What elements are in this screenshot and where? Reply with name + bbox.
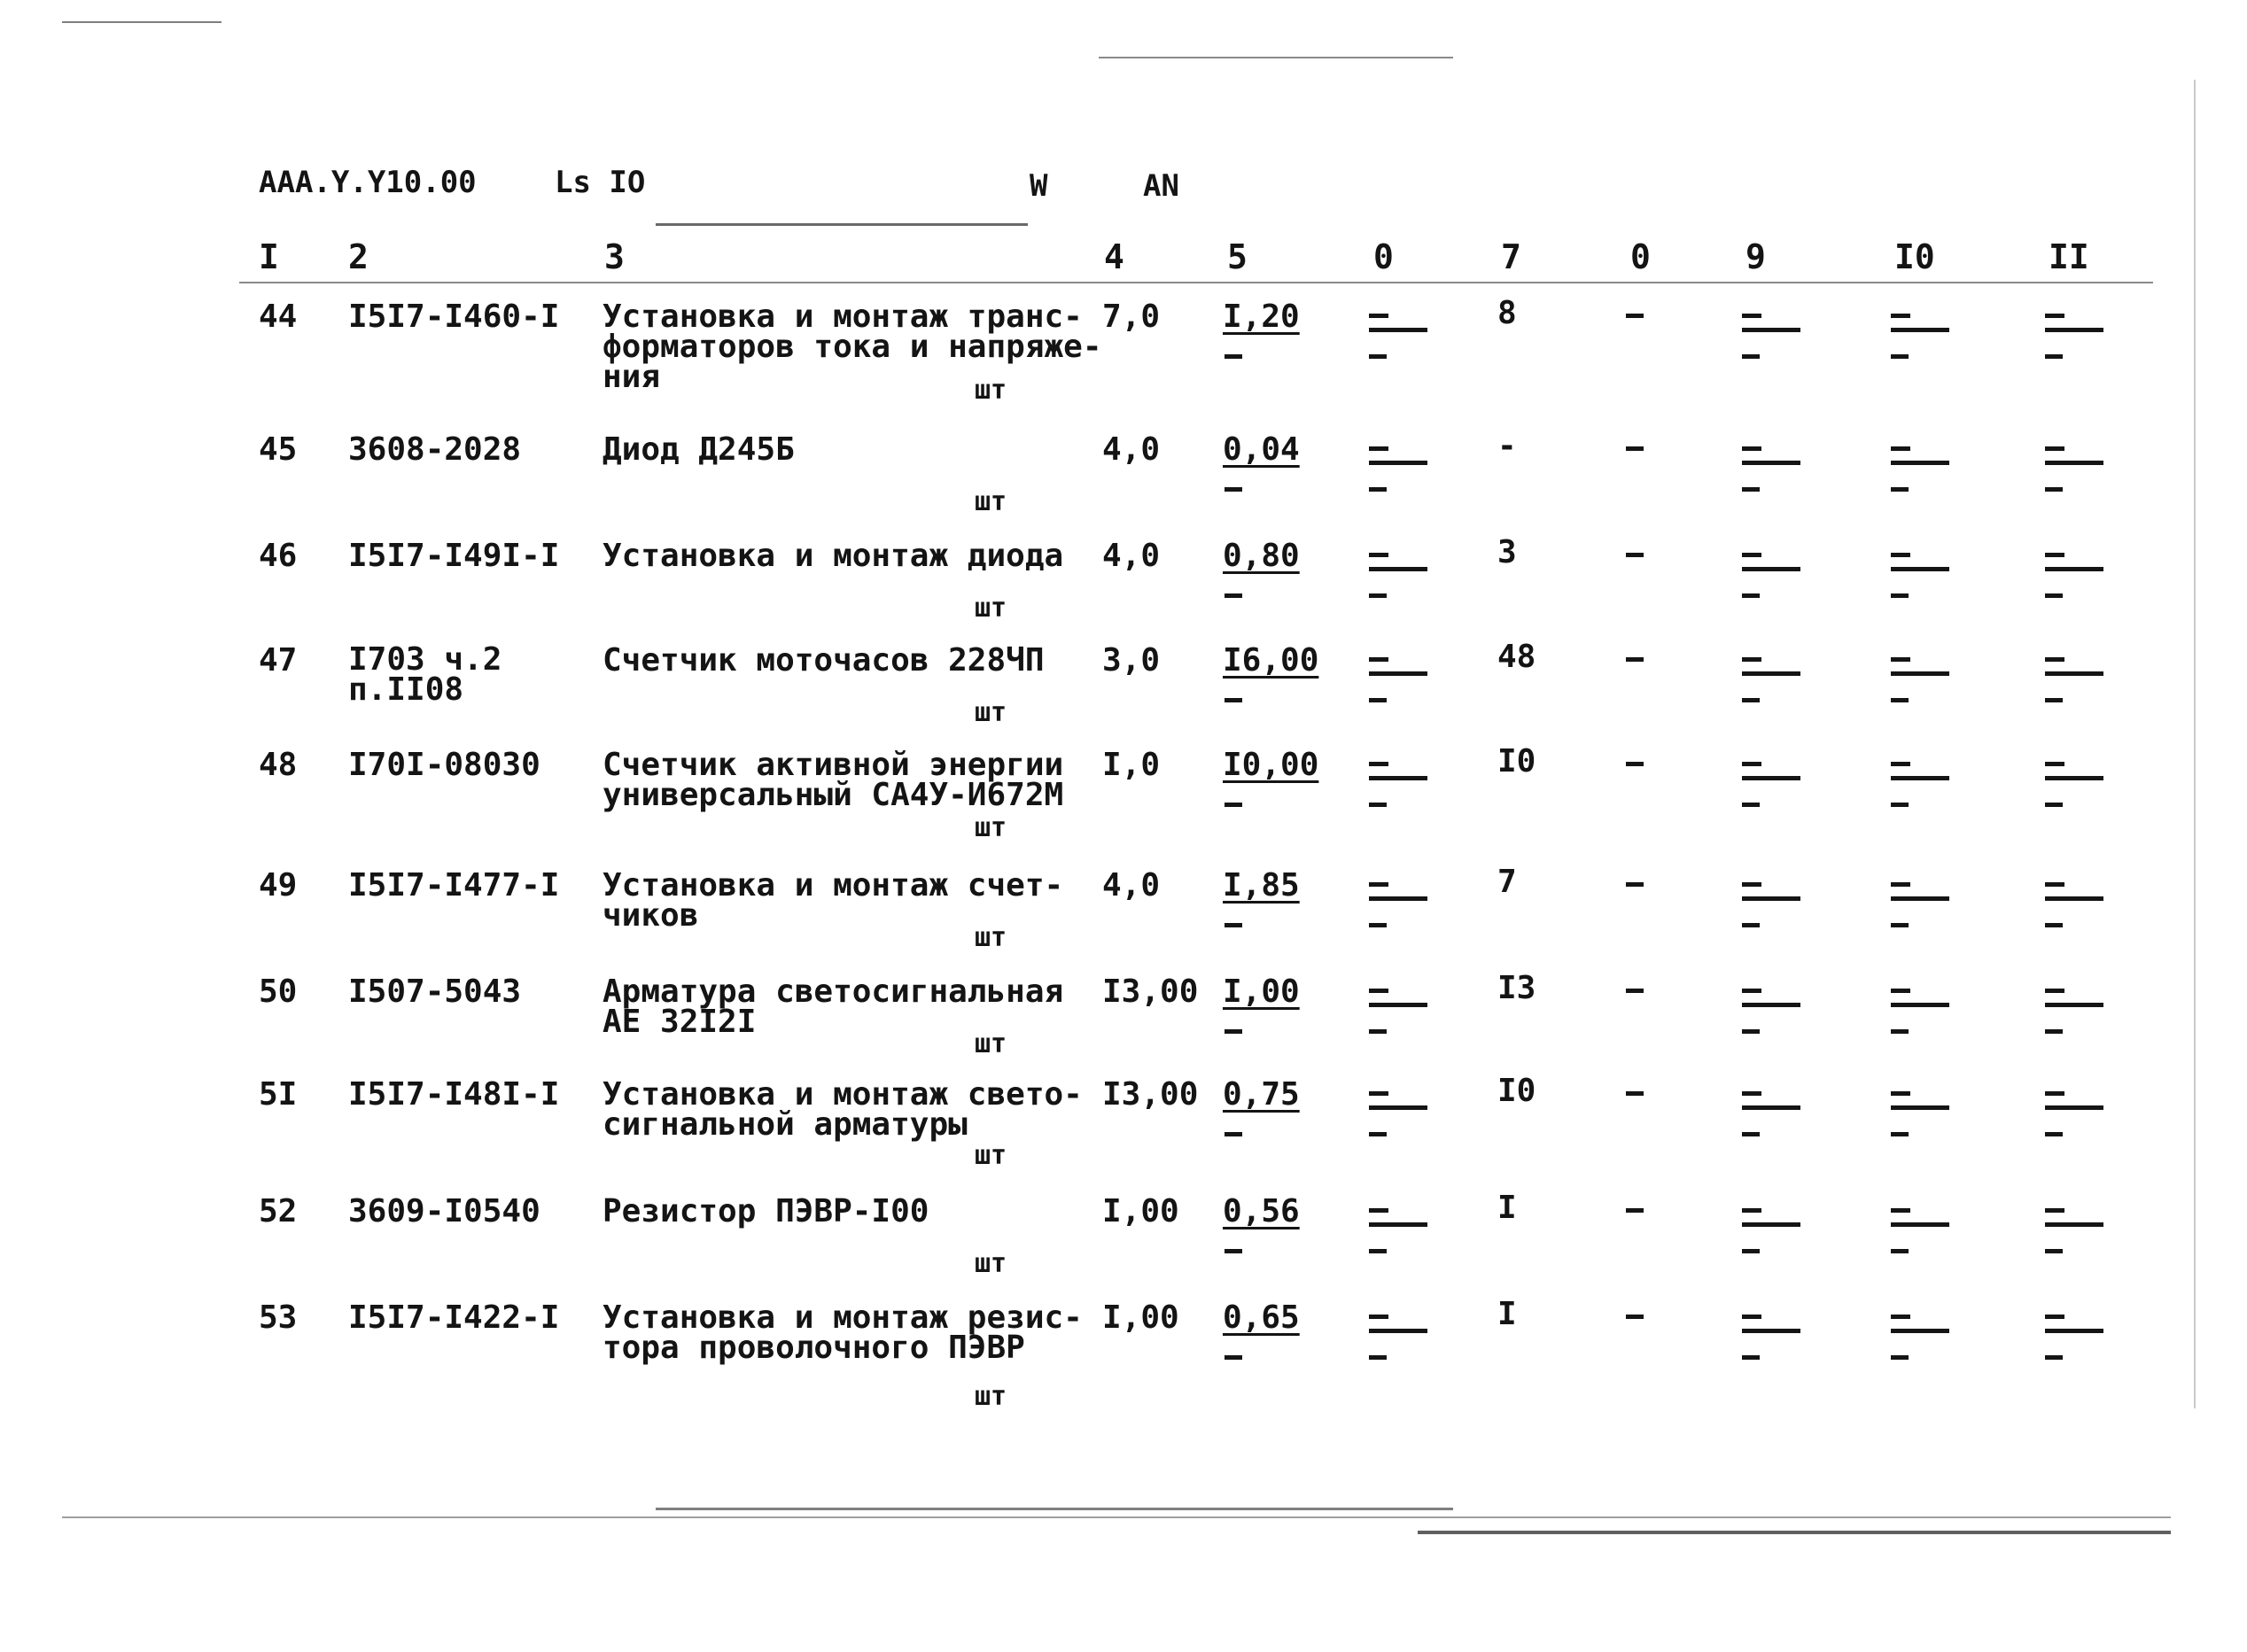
quantity-value: 4,0 (1102, 538, 1161, 574)
empty-cell-dash (1742, 1132, 1760, 1136)
empty-cell-dash (1369, 803, 1387, 807)
empty-cell-dash (1891, 553, 1910, 557)
empty-cell-dash (1742, 1208, 1761, 1213)
empty-cell-dash (2045, 776, 2103, 780)
empty-cell-dash (1369, 1249, 1387, 1253)
empty-cell-dash (1225, 1249, 1242, 1253)
empty-cell-dash (2045, 698, 2063, 702)
empty-cell-dash (1369, 1132, 1387, 1136)
empty-cell-dash (1891, 776, 1949, 780)
empty-cell-dash (1891, 923, 1909, 927)
empty-cell-dash (2045, 1315, 2064, 1319)
row-number: 46 (259, 538, 298, 574)
empty-cell-dash (1742, 762, 1761, 766)
empty-cell-dash (1225, 803, 1242, 807)
price-code: 3608-2028 (348, 431, 522, 468)
empty-cell-dash (1891, 354, 1909, 359)
row-number: 52 (259, 1193, 298, 1229)
empty-cell-dash (1742, 567, 1800, 571)
empty-cell-dash (1369, 1208, 1388, 1213)
empty-cell-dash (1742, 446, 1761, 451)
item-name-line: универсальный СА4У-И672М (603, 777, 1064, 813)
empty-cell-dash (1626, 1208, 1644, 1213)
empty-cell-dash (2045, 1132, 2063, 1136)
col-number: 0 (1373, 237, 1394, 276)
empty-cell-dash (2045, 923, 2063, 927)
empty-cell-dash (1369, 593, 1387, 598)
sheet-number: Ls IO (555, 165, 646, 200)
empty-cell-dash (1369, 1105, 1427, 1110)
row-number: 53 (259, 1299, 298, 1336)
empty-cell-dash (2045, 1003, 2103, 1007)
col7-value: I (1497, 1296, 1517, 1332)
empty-cell-dash (1891, 328, 1949, 332)
quantity-value: 4,0 (1102, 431, 1161, 468)
empty-cell-dash (2045, 1249, 2063, 1253)
empty-cell-dash (1369, 776, 1427, 780)
item-name-line: ния (603, 359, 661, 395)
unit-label: шт (975, 593, 1007, 624)
empty-cell-dash (1742, 1355, 1760, 1360)
empty-cell-dash (1891, 487, 1909, 492)
unit-label: шт (975, 375, 1007, 406)
empty-cell-dash (1891, 698, 1909, 702)
empty-cell-dash (1891, 1208, 1910, 1213)
empty-cell-dash (1369, 923, 1387, 927)
col-number: 2 (348, 237, 369, 276)
item-name-line: сигнальной арматуры (603, 1106, 968, 1143)
empty-cell-dash (1369, 1091, 1388, 1096)
col-number: 5 (1227, 237, 1248, 276)
empty-cell-dash (1626, 989, 1644, 993)
quantity-value: 3,0 (1102, 642, 1161, 679)
empty-cell-dash (1225, 923, 1242, 927)
document-code: AAA.Y.Y10.00 (259, 165, 477, 200)
empty-cell-dash (1891, 446, 1910, 451)
empty-cell-dash (1891, 314, 1910, 318)
scan-mark (1099, 57, 1453, 58)
item-name-line: Установка и монтаж счет- (603, 867, 1064, 904)
empty-cell-dash (1891, 593, 1909, 598)
empty-cell-dash (1742, 698, 1760, 702)
unit-label: шт (975, 1248, 1007, 1279)
empty-cell-dash (2045, 1329, 2103, 1333)
item-name-line: форматоров тока и напряже- (603, 329, 1102, 365)
empty-cell-dash (2045, 657, 2064, 662)
col7-value: I (1497, 1190, 1517, 1226)
unit-label: шт (975, 922, 1007, 953)
price-code: I5I7-I49I-I (348, 538, 560, 574)
unit-label: шт (975, 812, 1007, 843)
unit-label: шт (975, 1381, 1007, 1412)
empty-cell-dash (2045, 1222, 2103, 1227)
empty-cell-dash (1369, 1003, 1427, 1007)
col-number: II (2049, 237, 2089, 276)
empty-cell-dash (1225, 698, 1242, 702)
quantity-value: 7,0 (1102, 299, 1161, 335)
col-number: 4 (1104, 237, 1124, 276)
empty-cell-dash (1742, 1222, 1800, 1227)
quantity-value: I3,00 (1102, 1076, 1199, 1113)
empty-cell-dash (1369, 882, 1388, 887)
quantity-value: I,00 (1102, 1193, 1179, 1229)
empty-cell-dash (1891, 882, 1910, 887)
scan-mark (656, 223, 1028, 226)
col7-value: I3 (1497, 970, 1536, 1006)
empty-cell-dash (1742, 671, 1800, 676)
empty-cell-dash (1742, 803, 1760, 807)
quantity-value: 4,0 (1102, 867, 1161, 904)
empty-cell-dash (1225, 487, 1242, 492)
item-name-line: Установка и монтаж свето- (603, 1076, 1083, 1113)
quantity-value: I,0 (1102, 747, 1161, 783)
empty-cell-dash (1369, 1315, 1388, 1319)
col7-value: I0 (1497, 743, 1536, 779)
empty-cell-dash (1742, 1329, 1800, 1333)
item-name-line: Арматура светосигнальная (603, 973, 1064, 1010)
empty-cell-dash (2045, 1091, 2064, 1096)
price-code: I5I7-I48I-I (348, 1076, 560, 1113)
empty-cell-dash (1369, 567, 1427, 571)
row-number: 50 (259, 973, 298, 1010)
bottom-rule (656, 1508, 1453, 1510)
item-name-line: тора проволочного ПЭВР (603, 1330, 1025, 1366)
empty-cell-dash (1742, 593, 1760, 598)
empty-cell-dash (2045, 1355, 2063, 1360)
col7-value: 3 (1497, 534, 1517, 570)
price-value: I6,00 (1223, 642, 1319, 679)
empty-cell-dash (1891, 671, 1949, 676)
empty-cell-dash (2045, 567, 2103, 571)
price-value: I,85 (1223, 867, 1300, 904)
quantity-value: I,00 (1102, 1299, 1179, 1336)
price-code: I5I7-I422-I (348, 1299, 560, 1336)
row-number: 48 (259, 747, 298, 783)
empty-cell-dash (2045, 1208, 2064, 1213)
row-number: 49 (259, 867, 298, 904)
empty-cell-dash (1742, 354, 1760, 359)
empty-cell-dash (1742, 1091, 1761, 1096)
bottom-rule (62, 1516, 2171, 1518)
empty-cell-dash (1369, 896, 1427, 901)
empty-cell-dash (1891, 1091, 1910, 1096)
empty-cell-dash (2045, 1029, 2063, 1034)
row-number: 47 (259, 642, 298, 679)
empty-cell-dash (1891, 1003, 1949, 1007)
col7-value: I0 (1497, 1073, 1536, 1109)
price-value: 0,75 (1223, 1076, 1300, 1113)
col-number: I0 (1894, 237, 1935, 276)
empty-cell-dash (1742, 1105, 1800, 1110)
empty-cell-dash (1891, 657, 1910, 662)
item-name-line: Установка и монтаж резис- (603, 1299, 1083, 1336)
item-name-line: Счетчик моточасов 228ЧП (603, 642, 1045, 679)
empty-cell-dash (1626, 762, 1644, 766)
col7-value: 8 (1497, 295, 1517, 331)
empty-cell-dash (1369, 989, 1388, 993)
price-code: 3609-I0540 (348, 1193, 540, 1229)
empty-cell-dash (2045, 593, 2063, 598)
item-name-line: Диод Д245Б (603, 431, 795, 468)
empty-cell-dash (1369, 698, 1387, 702)
scan-mark (2194, 80, 2196, 1408)
empty-cell-dash (1369, 1329, 1427, 1333)
empty-cell-dash (1891, 896, 1949, 901)
col7-value: 48 (1497, 639, 1536, 675)
empty-cell-dash (1626, 314, 1644, 318)
unit-label: шт (975, 486, 1007, 517)
empty-cell-dash (1369, 1029, 1387, 1034)
empty-cell-dash (1225, 1029, 1242, 1034)
empty-cell-dash (1742, 1315, 1761, 1319)
empty-cell-dash (1369, 1222, 1427, 1227)
empty-cell-dash (1369, 461, 1427, 465)
empty-cell-dash (1891, 989, 1910, 993)
empty-cell-dash (1891, 461, 1949, 465)
empty-cell-dash (1891, 1315, 1910, 1319)
col7-value: - (1497, 428, 1517, 464)
empty-cell-dash (1626, 553, 1644, 557)
empty-cell-dash (1742, 882, 1761, 887)
header-mark: W (1030, 168, 1048, 204)
empty-cell-dash (1369, 314, 1388, 318)
empty-cell-dash (1891, 1329, 1949, 1333)
item-name-line: Резистор ПЭВР-I00 (603, 1193, 929, 1229)
empty-cell-dash (1369, 553, 1388, 557)
bottom-rule (1418, 1531, 2171, 1534)
empty-cell-dash (1742, 328, 1800, 332)
empty-cell-dash (1369, 762, 1388, 766)
empty-cell-dash (1626, 446, 1644, 451)
empty-cell-dash (2045, 461, 2103, 465)
price-value: 0,04 (1223, 431, 1300, 468)
row-number: 5I (259, 1076, 298, 1113)
empty-cell-dash (2045, 671, 2103, 676)
empty-cell-dash (1891, 803, 1909, 807)
price-value: I,00 (1223, 973, 1300, 1010)
empty-cell-dash (2045, 1105, 2103, 1110)
col-number: 0 (1630, 237, 1651, 276)
empty-cell-dash (1742, 1003, 1800, 1007)
price-code: I507-5043 (348, 973, 522, 1010)
row-number: 45 (259, 431, 298, 468)
item-name-line: АЕ 32I2I (603, 1004, 757, 1040)
empty-cell-dash (2045, 896, 2103, 901)
empty-cell-dash (1742, 1029, 1760, 1034)
price-value: 0,65 (1223, 1299, 1300, 1336)
empty-cell-dash (1369, 354, 1387, 359)
empty-cell-dash (1369, 487, 1387, 492)
empty-cell-dash (1369, 1355, 1387, 1360)
price-value: 0,80 (1223, 538, 1300, 574)
item-name-line: Установка и монтаж диода (603, 538, 1064, 574)
empty-cell-dash (1891, 1029, 1909, 1034)
col-number: I (259, 237, 279, 276)
empty-cell-dash (1626, 657, 1644, 662)
col7-value: 7 (1497, 864, 1517, 900)
price-value: 0,56 (1223, 1193, 1300, 1229)
col-number: 7 (1501, 237, 1521, 276)
empty-cell-dash (1891, 1355, 1909, 1360)
price-code: I5I7-I477-I (348, 867, 560, 904)
unit-label: шт (975, 1028, 1007, 1059)
empty-cell-dash (1891, 1222, 1949, 1227)
empty-cell-dash (1369, 671, 1427, 676)
empty-cell-dash (1369, 328, 1427, 332)
empty-cell-dash (1225, 1132, 1242, 1136)
col-number: 9 (1746, 237, 1766, 276)
price-code: I5I7-I460-I (348, 299, 560, 335)
empty-cell-dash (2045, 354, 2063, 359)
empty-cell-dash (1891, 1249, 1909, 1253)
empty-cell-dash (2045, 803, 2063, 807)
empty-cell-dash (2045, 314, 2064, 318)
header-rule (239, 282, 2153, 283)
empty-cell-dash (1891, 567, 1949, 571)
price-value: I,20 (1223, 299, 1300, 335)
price-code: I70I-08030 (348, 747, 540, 783)
empty-cell-dash (1742, 923, 1760, 927)
row-number: 44 (259, 299, 298, 335)
price-value: I0,00 (1223, 747, 1319, 783)
col-number: 3 (604, 237, 625, 276)
empty-cell-dash (2045, 446, 2064, 451)
empty-cell-dash (1742, 314, 1761, 318)
empty-cell-dash (1225, 1355, 1242, 1360)
empty-cell-dash (1369, 446, 1388, 451)
empty-cell-dash (1626, 1091, 1644, 1096)
empty-cell-dash (2045, 553, 2064, 557)
item-name-line: Счетчик активной энергии (603, 747, 1064, 783)
empty-cell-dash (2045, 989, 2064, 993)
empty-cell-dash (1225, 593, 1242, 598)
header-mark: AN (1143, 168, 1179, 204)
empty-cell-dash (1742, 487, 1760, 492)
empty-cell-dash (2045, 328, 2103, 332)
price-code: I703 ч.2 п.II08 (348, 641, 502, 708)
item-name-line: Установка и монтаж транс- (603, 299, 1083, 335)
empty-cell-dash (2045, 762, 2064, 766)
empty-cell-dash (1742, 776, 1800, 780)
empty-cell-dash (1742, 461, 1800, 465)
empty-cell-dash (2045, 882, 2064, 887)
empty-cell-dash (1742, 989, 1761, 993)
empty-cell-dash (1891, 1105, 1949, 1110)
empty-cell-dash (1225, 354, 1242, 359)
empty-cell-dash (1742, 553, 1761, 557)
unit-label: шт (975, 697, 1007, 728)
empty-cell-dash (1742, 657, 1761, 662)
empty-cell-dash (1891, 762, 1910, 766)
empty-cell-dash (1742, 1249, 1760, 1253)
empty-cell-dash (1626, 1315, 1644, 1319)
unit-label: шт (975, 1140, 1007, 1171)
scan-mark (62, 21, 222, 23)
empty-cell-dash (1626, 882, 1644, 887)
empty-cell-dash (2045, 487, 2063, 492)
item-name-line: чиков (603, 897, 699, 934)
empty-cell-dash (1369, 657, 1388, 662)
empty-cell-dash (1742, 896, 1800, 901)
empty-cell-dash (1891, 1132, 1909, 1136)
quantity-value: I3,00 (1102, 973, 1199, 1010)
